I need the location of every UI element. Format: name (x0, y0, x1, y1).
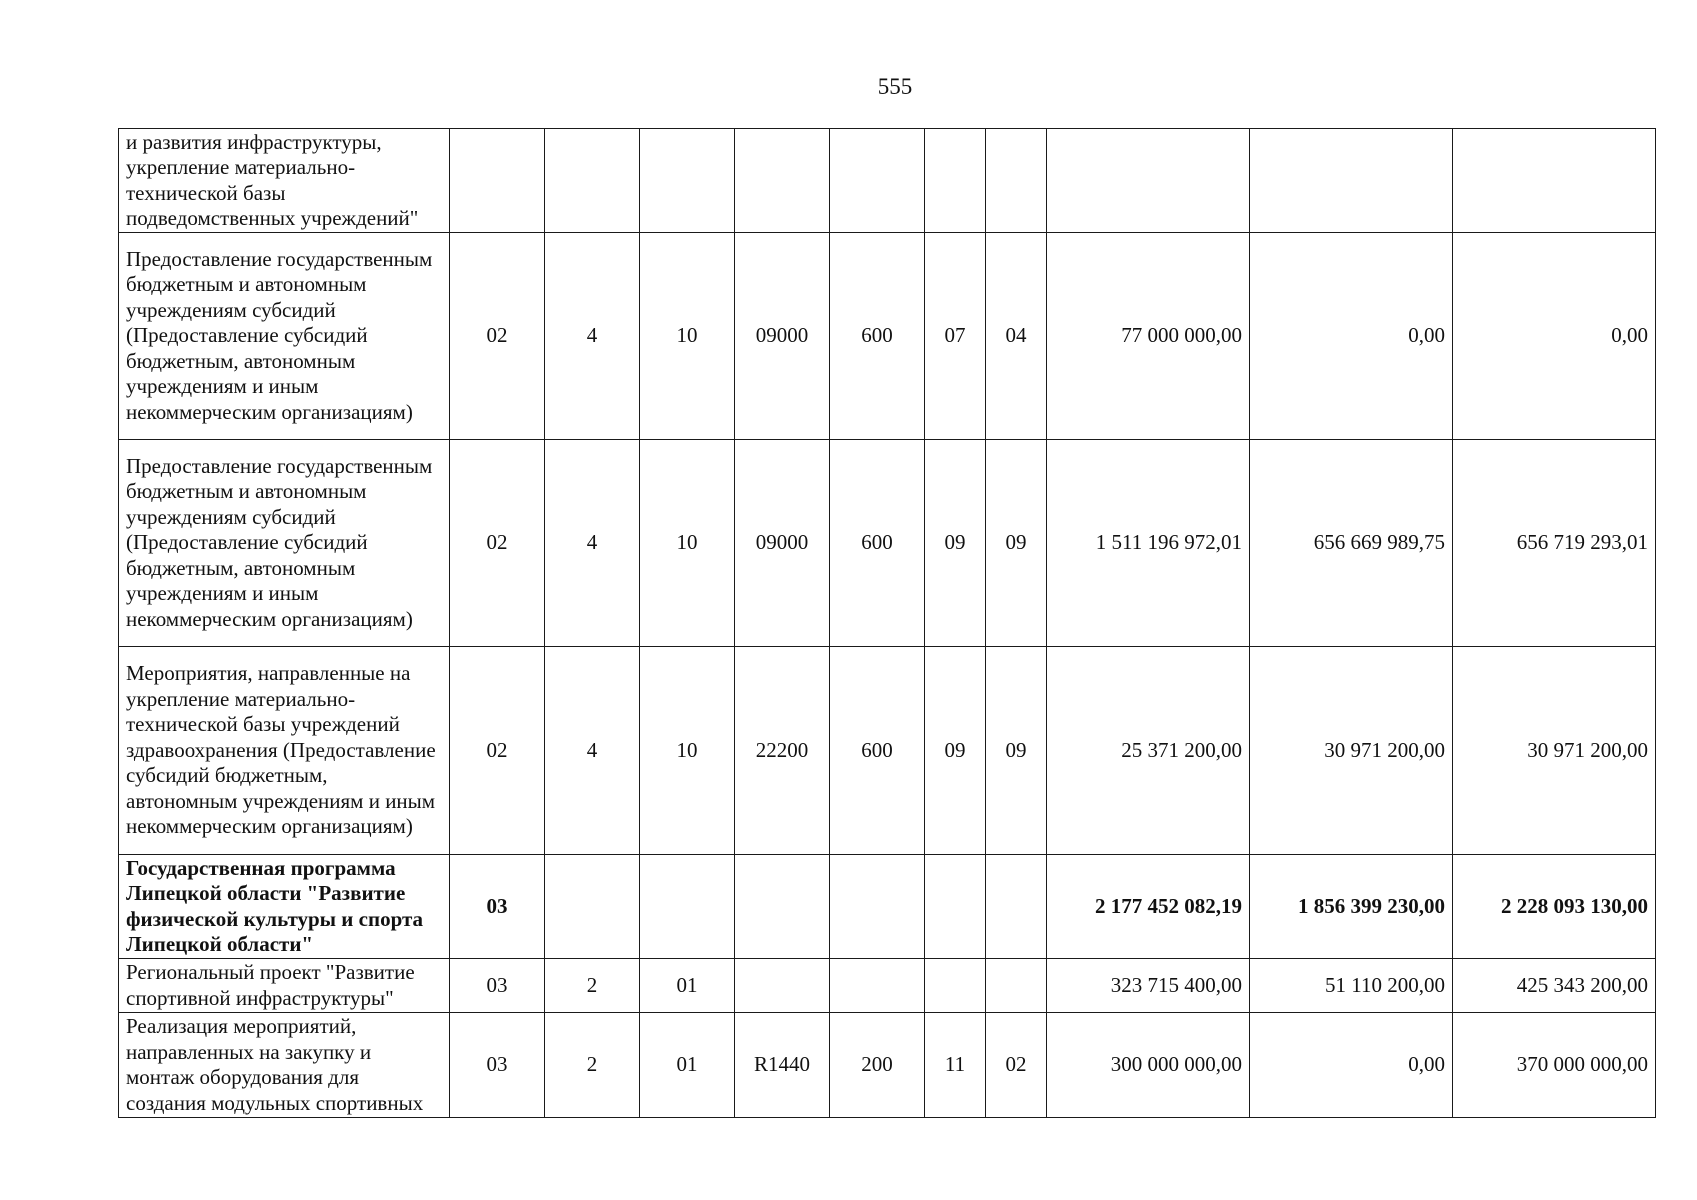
amount-year3-cell: 656 719 293,01 (1453, 440, 1656, 647)
table-row (119, 1013, 1656, 1118)
program-code-cell: 03 (450, 855, 545, 959)
amount-year2-cell: 30 971 200,00 (1250, 647, 1453, 855)
row-name-cell: Предоставление государственным бюджетным и автономным учреждениям субсидий (Предоставление субсидий бюджетным, автономным учреждениям и иным некоммерческим организациям) (119, 233, 450, 440)
row-name-cell: Государственная программа Липецкой области "Развитие физической культуры и спорта Липецкой области" (119, 855, 450, 959)
expense-type-cell: 600 (830, 440, 925, 647)
amount-year1-cell: 25 371 200,00 (1047, 647, 1250, 855)
subsection-cell: 09 (986, 647, 1047, 855)
subprogram-code-cell: 4 (545, 440, 640, 647)
subprogram-code-cell (545, 129, 640, 233)
expense-type-cell: 200 (830, 1013, 925, 1118)
program-code-cell (450, 129, 545, 233)
program-code-cell: 02 (450, 647, 545, 855)
direction-code-cell: R1440 (735, 1013, 830, 1118)
page-number: 555 (877, 74, 913, 99)
amount-year3-cell: 370 000 000,00 (1453, 1013, 1656, 1118)
program-code-cell: 02 (450, 440, 545, 647)
subsection-cell: 02 (986, 1013, 1047, 1118)
subsection-cell (986, 959, 1047, 1013)
amount-year3-cell: 30 971 200,00 (1453, 647, 1656, 855)
amount-year3-cell: 0,00 (1453, 233, 1656, 440)
amount-year2-cell: 656 669 989,75 (1250, 440, 1453, 647)
subsection-cell: 04 (986, 233, 1047, 440)
budget-table (118, 128, 1656, 1118)
subprogram-code-cell: 4 (545, 647, 640, 855)
row-name-cell: Предоставление государственным бюджетным и автономным учреждениям субсидий (Предоставление субсидий бюджетным, автономным учреждениям и иным некоммерческим организациям) (119, 440, 450, 647)
program-code-cell: 03 (450, 1013, 545, 1118)
amount-year2-cell: 1 856 399 230,00 (1250, 855, 1453, 959)
table-row (119, 959, 1656, 1013)
direction-code-cell (735, 129, 830, 233)
subprogram-code-cell: 4 (545, 233, 640, 440)
amount-year1-cell: 300 000 000,00 (1047, 1013, 1250, 1118)
amount-year1-cell: 77 000 000,00 (1047, 233, 1250, 440)
expense-type-cell (830, 129, 925, 233)
table-row (119, 647, 1656, 855)
amount-year2-cell: 0,00 (1250, 1013, 1453, 1118)
direction-code-cell: 09000 (735, 440, 830, 647)
section-cell: 09 (925, 647, 986, 855)
amount-year1-cell: 323 715 400,00 (1047, 959, 1250, 1013)
section-cell (925, 129, 986, 233)
event-code-cell: 10 (640, 440, 735, 647)
section-cell: 09 (925, 440, 986, 647)
amount-year3-cell: 425 343 200,00 (1453, 959, 1656, 1013)
subprogram-code-cell: 2 (545, 959, 640, 1013)
section-cell: 11 (925, 1013, 986, 1118)
event-code-cell: 01 (640, 959, 735, 1013)
amount-year1-cell: 1 511 196 972,01 (1047, 440, 1250, 647)
table-row (119, 129, 1656, 233)
expense-type-cell: 600 (830, 233, 925, 440)
subsection-cell (986, 129, 1047, 233)
amount-year2-cell: 51 110 200,00 (1250, 959, 1453, 1013)
table-row-program (119, 855, 1656, 959)
program-code-cell: 02 (450, 233, 545, 440)
event-code-cell: 10 (640, 233, 735, 440)
direction-code-cell (735, 855, 830, 959)
subprogram-code-cell: 2 (545, 1013, 640, 1118)
section-cell: 07 (925, 233, 986, 440)
subprogram-code-cell (545, 855, 640, 959)
amount-year2-cell: 0,00 (1250, 233, 1453, 440)
row-name-cell: и развития инфраструктуры, укрепление материально-технической базы подведомственных учреждений" (119, 129, 450, 233)
program-code-cell: 03 (450, 959, 545, 1013)
expense-type-cell: 600 (830, 647, 925, 855)
event-code-cell (640, 855, 735, 959)
event-code-cell: 01 (640, 1013, 735, 1118)
amount-year1-cell: 2 177 452 082,19 (1047, 855, 1250, 959)
section-cell (925, 855, 986, 959)
subsection-cell: 09 (986, 440, 1047, 647)
direction-code-cell (735, 959, 830, 1013)
row-name-cell: Реализация мероприятий, направленных на закупку и монтаж оборудования для создания модульных спортивных (119, 1013, 450, 1118)
expense-type-cell (830, 855, 925, 959)
amount-year3-cell (1453, 129, 1656, 233)
event-code-cell: 10 (640, 647, 735, 855)
expense-type-cell (830, 959, 925, 1013)
subsection-cell (986, 855, 1047, 959)
row-name-cell: Региональный проект "Развитие спортивной инфраструктуры" (119, 959, 450, 1013)
section-cell (925, 959, 986, 1013)
amount-year3-cell: 2 228 093 130,00 (1453, 855, 1656, 959)
table-row (119, 440, 1656, 647)
event-code-cell (640, 129, 735, 233)
amount-year2-cell (1250, 129, 1453, 233)
direction-code-cell: 09000 (735, 233, 830, 440)
direction-code-cell: 22200 (735, 647, 830, 855)
table-row (119, 233, 1656, 440)
amount-year1-cell (1047, 129, 1250, 233)
row-name-cell: Мероприятия, направленные на укрепление материально-технической базы учреждений здравоохранения (Предоставление субсидий бюджетным, автономным учреждениям и иным некоммерческим организациям) (119, 647, 450, 855)
